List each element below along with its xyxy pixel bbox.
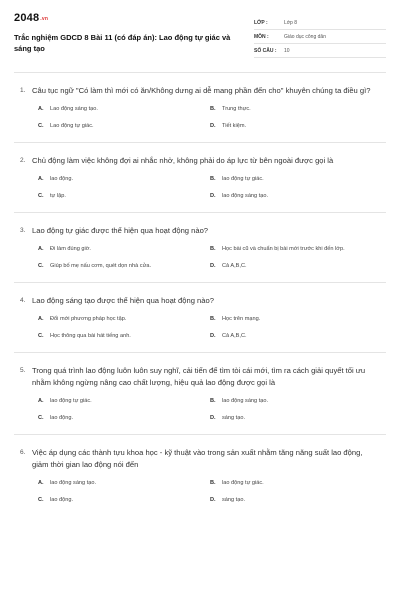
option-text: tự lập.	[50, 193, 66, 199]
answer-option-a[interactable]	[38, 479, 210, 487]
option-key: D.	[210, 263, 216, 269]
question-number: 6.	[20, 449, 26, 456]
answer-options	[14, 105, 386, 130]
option-text: Lao động sáng tạo.	[50, 106, 98, 112]
answer-option-c[interactable]	[38, 192, 210, 200]
question-number: 4.	[20, 297, 26, 304]
option-key: C.	[38, 263, 44, 269]
document-title: Trắc nghiệm GDCD 8 Bài 11 (có đáp án): Lao động tự giác và sáng tạo	[14, 33, 231, 53]
header-left	[14, 12, 242, 58]
option-text: lao động sáng tạo.	[222, 398, 269, 404]
meta-label: LỚP :	[254, 19, 268, 26]
question-text: Lao động sáng tạo được thể hiện qua hoạt động nào?	[32, 296, 214, 305]
meta-label: SỐ CÂU :	[254, 47, 277, 54]
answer-options	[14, 397, 386, 422]
option-key: D.	[210, 123, 216, 129]
answer-option-c[interactable]	[38, 496, 210, 504]
option-text: lao động sáng tạo.	[222, 193, 269, 199]
question-item	[14, 212, 386, 282]
answer-options	[14, 245, 386, 270]
answer-option-b[interactable]	[210, 245, 386, 253]
answer-option-c[interactable]	[38, 332, 210, 340]
question-stem	[14, 365, 386, 389]
option-key: B.	[210, 106, 216, 112]
question-stem	[14, 225, 386, 237]
question-list	[14, 72, 386, 516]
question-item	[14, 282, 386, 352]
question-stem	[14, 155, 386, 167]
site-logo[interactable]	[14, 12, 242, 24]
option-key: A.	[38, 398, 44, 404]
option-text: Tiết kiệm.	[222, 123, 247, 129]
question-number: 5.	[20, 367, 26, 374]
meta-row-grade	[254, 16, 386, 30]
answer-option-b[interactable]	[210, 479, 386, 487]
question-stem	[14, 295, 386, 307]
option-text: Trung thực.	[222, 106, 251, 112]
answer-option-d[interactable]	[210, 262, 386, 270]
meta-value: Lớp 8	[284, 19, 298, 26]
question-text: Việc áp dụng các thành tựu khoa học - kỹ thuật vào trong sản xuất nhằm tăng năng suất lao động, giảm thời gian lao động nói đến	[32, 448, 363, 469]
question-item	[14, 72, 386, 142]
question-number: 1.	[20, 87, 26, 94]
option-key: C.	[38, 193, 44, 199]
meta-row-count	[254, 44, 386, 58]
question-text: Lao động tự giác được thể hiện qua hoạt động nào?	[32, 226, 209, 235]
meta-label: MÔN :	[254, 33, 269, 40]
option-text: Lao động tự giác.	[50, 123, 94, 129]
option-key: B.	[210, 176, 216, 182]
option-key: B.	[210, 480, 216, 486]
option-text: lao động tự giác.	[50, 398, 92, 404]
option-key: D.	[210, 333, 216, 339]
question-item	[14, 142, 386, 212]
option-key: C.	[38, 415, 44, 421]
option-key: C.	[38, 497, 44, 503]
answer-option-a[interactable]	[38, 397, 210, 405]
meta-value: Giáo dục công dân	[284, 33, 326, 40]
option-text: Học thông qua bài hát tiếng anh.	[50, 333, 131, 339]
answer-option-b[interactable]	[210, 315, 386, 323]
option-text: Đổi mới phương pháp học tập.	[50, 316, 127, 322]
option-text: lao động.	[50, 176, 74, 182]
option-key: A.	[38, 106, 44, 112]
document-header	[14, 0, 386, 58]
document-meta	[254, 16, 386, 58]
answer-option-c[interactable]	[38, 414, 210, 422]
answer-options	[14, 315, 386, 340]
answer-option-b[interactable]	[210, 105, 386, 113]
option-key: A.	[38, 176, 44, 182]
option-key: B.	[210, 398, 216, 404]
question-number: 3.	[20, 227, 26, 234]
logo-text: 2048	[14, 12, 40, 24]
question-text: Câu tục ngữ "Có làm thì mới có ăn/Không dưng ai dễ mang phần đến cho" khuyên chúng ta điều gì?	[32, 86, 371, 95]
meta-row-subject	[254, 30, 386, 44]
meta-value: 10	[284, 47, 290, 54]
answer-option-a[interactable]	[38, 105, 210, 113]
option-key: D.	[210, 497, 216, 503]
option-text: lao động.	[50, 497, 74, 503]
answer-option-a[interactable]	[38, 315, 210, 323]
question-number: 2.	[20, 157, 26, 164]
option-text: lao động tự giác.	[222, 480, 264, 486]
option-text: Học bài cũ và chuẩn bị bài mới trước khi đến lớp.	[222, 246, 345, 252]
option-key: D.	[210, 415, 216, 421]
question-stem	[14, 447, 386, 471]
option-key: B.	[210, 316, 216, 322]
question-item	[14, 352, 386, 434]
question-item	[14, 434, 386, 516]
option-key: B.	[210, 246, 216, 252]
option-key: A.	[38, 480, 44, 486]
option-text: lao động tự giác.	[222, 176, 264, 182]
answer-option-b[interactable]	[210, 175, 386, 183]
logo-suffix: .vn	[40, 16, 49, 22]
answer-option-a[interactable]	[38, 245, 210, 253]
answer-option-c[interactable]	[38, 122, 210, 130]
option-text: Cả A,B,C.	[222, 333, 247, 339]
option-text: sáng tạo.	[222, 415, 246, 421]
option-key: A.	[38, 246, 44, 252]
option-text: Cả A,B,C.	[222, 263, 247, 269]
option-text: Giúp bố mẹ nấu cơm, quét dọn nhà cửa.	[50, 263, 152, 269]
answer-options	[14, 175, 386, 200]
answer-option-d[interactable]	[210, 122, 386, 130]
option-text: Học trên mạng.	[222, 316, 261, 322]
question-stem	[14, 85, 386, 97]
question-text: Trong quá trình lao động luôn luôn suy nghĩ, cải tiến để tìm tòi cái mới, tìm ra cách giải quyết tối ưu nhằm không ngừng nâng cao chất lượng, hiệu quả lao động được gọi là	[32, 366, 366, 387]
answer-option-d[interactable]	[210, 414, 386, 422]
option-key: C.	[38, 123, 44, 129]
option-text: sáng tạo.	[222, 497, 246, 503]
option-text: lao động.	[50, 415, 74, 421]
option-key: D.	[210, 193, 216, 199]
answer-option-d[interactable]	[210, 496, 386, 504]
answer-options	[14, 479, 386, 504]
answer-option-b[interactable]	[210, 397, 386, 405]
option-key: C.	[38, 333, 44, 339]
option-key: A.	[38, 316, 44, 322]
option-text: lao động sáng tạo.	[50, 480, 97, 486]
question-text: Chủ động làm việc không đợi ai nhắc nhở, không phải do áp lực từ bên ngoài được gọi là	[32, 156, 334, 165]
answer-option-a[interactable]	[38, 175, 210, 183]
answer-option-d[interactable]	[210, 332, 386, 340]
answer-option-c[interactable]	[38, 262, 210, 270]
answer-option-d[interactable]	[210, 192, 386, 200]
option-text: Đi làm đúng giờ.	[50, 246, 91, 252]
